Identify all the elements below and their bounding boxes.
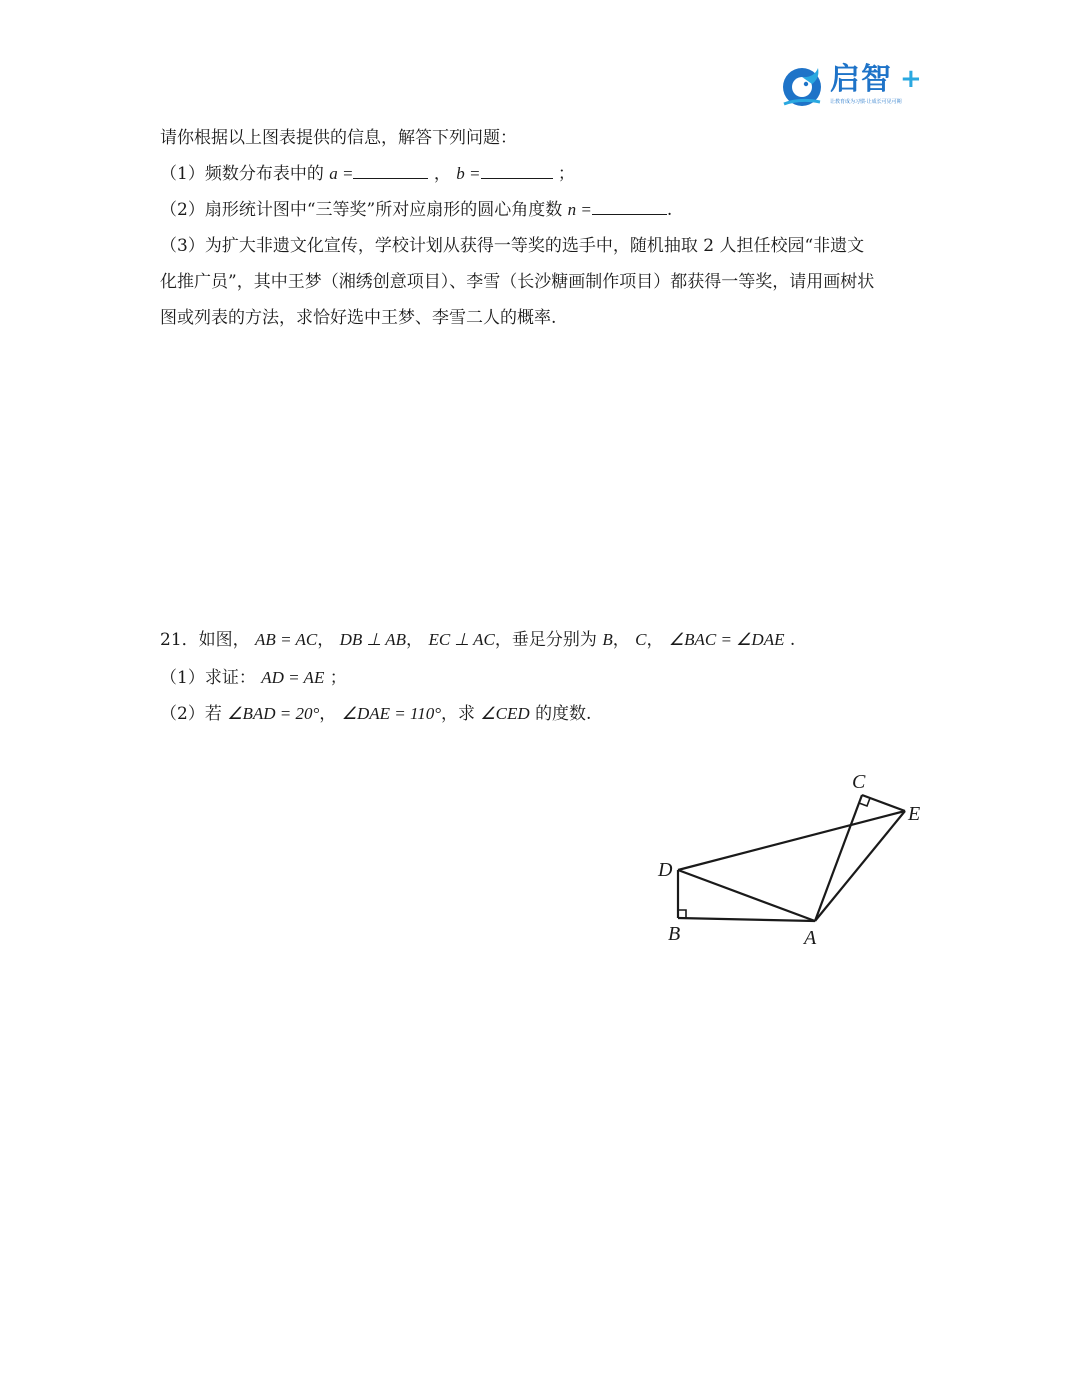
q20-var-b: b = <box>456 164 481 183</box>
q21-foot-b: B <box>602 630 613 649</box>
q20-part3-line3: 图或列表的方法，求恰好选中王梦、李雪二人的概率. <box>160 308 557 328</box>
segment-ae <box>815 811 905 921</box>
logo-tagline: 让教育成为习惯·让成长可见可期 <box>830 99 902 105</box>
q20-intro: 请你根据以上图表提供的信息，解答下列问题： <box>160 128 517 148</box>
q20-part1-sep: ， <box>433 164 451 184</box>
q21-cond-ab-ac: AB = AC <box>255 630 318 649</box>
segment-da <box>678 870 815 921</box>
q21-sep: ， <box>646 630 664 650</box>
q21-text: ，求 <box>441 704 475 724</box>
q21-part2-end: 的度数. <box>535 704 592 724</box>
q21-sep: ， <box>406 630 424 650</box>
segment-ac <box>815 795 862 921</box>
q20-part3-line2: 化推广员”，其中王梦（湘绣创意项目）、李雪（长沙糖画制作项目）都获得一等奖，请用画树状 <box>160 272 875 292</box>
q20-part2-end: . <box>666 200 673 220</box>
q21-sep: ， <box>317 630 335 650</box>
point-label-a: A <box>804 927 817 949</box>
q21-part1-prefix: （1）求证： <box>160 668 256 688</box>
q21-cond-angles: ∠BAC = ∠DAE <box>668 630 785 649</box>
q21-sep: ， <box>612 630 630 650</box>
q21-sep: ， <box>319 704 337 724</box>
q20-var-n: n = <box>567 200 592 219</box>
point-label-c: C <box>852 771 866 793</box>
q21-part2-dae: ∠DAE = 110° <box>341 704 441 723</box>
segment-de <box>678 811 905 870</box>
q21-number: 21．如图， <box>160 630 250 650</box>
q20-var-a: a = <box>329 164 354 183</box>
point-label-e: E <box>908 803 921 825</box>
q21-part2-ced: ∠CED <box>480 704 530 723</box>
q21-cond-db-perp-ab: DB ⊥ AB <box>339 630 407 649</box>
q21-text: ，垂足分别为 <box>494 630 597 650</box>
segment-ba <box>678 918 815 921</box>
logo-plus: + <box>900 64 922 94</box>
q21-end: . <box>789 630 796 650</box>
q20-part1-prefix: （1）频数分布表中的 <box>160 164 324 184</box>
q21-foot-c: C <box>635 630 647 649</box>
q21-part1-expr: AD = AE <box>261 668 325 687</box>
q20-part2-prefix: （2）扇形统计图中“三等奖”所对应扇形的圆心角度数 <box>160 200 563 220</box>
q20-part3-line1: （3）为扩大非遗文化宣传，学校计划从获得一等奖的选手中，随机抽取 2 人担任校园“非遗文 <box>160 236 865 256</box>
point-label-b: B <box>668 923 681 945</box>
point-label-d: D <box>658 859 673 881</box>
q20-part1-end: ； <box>557 164 575 184</box>
q21-part1-end: ； <box>329 668 347 688</box>
q21-cond-ec-perp-ac: EC ⊥ AC <box>428 630 495 649</box>
q21-part2-bad: ∠BAD = 20° <box>227 704 320 723</box>
q21-part2-prefix: （2）若 <box>160 704 222 724</box>
right-angle-mark-b <box>678 910 686 918</box>
logo-name: 启智 <box>830 62 892 97</box>
